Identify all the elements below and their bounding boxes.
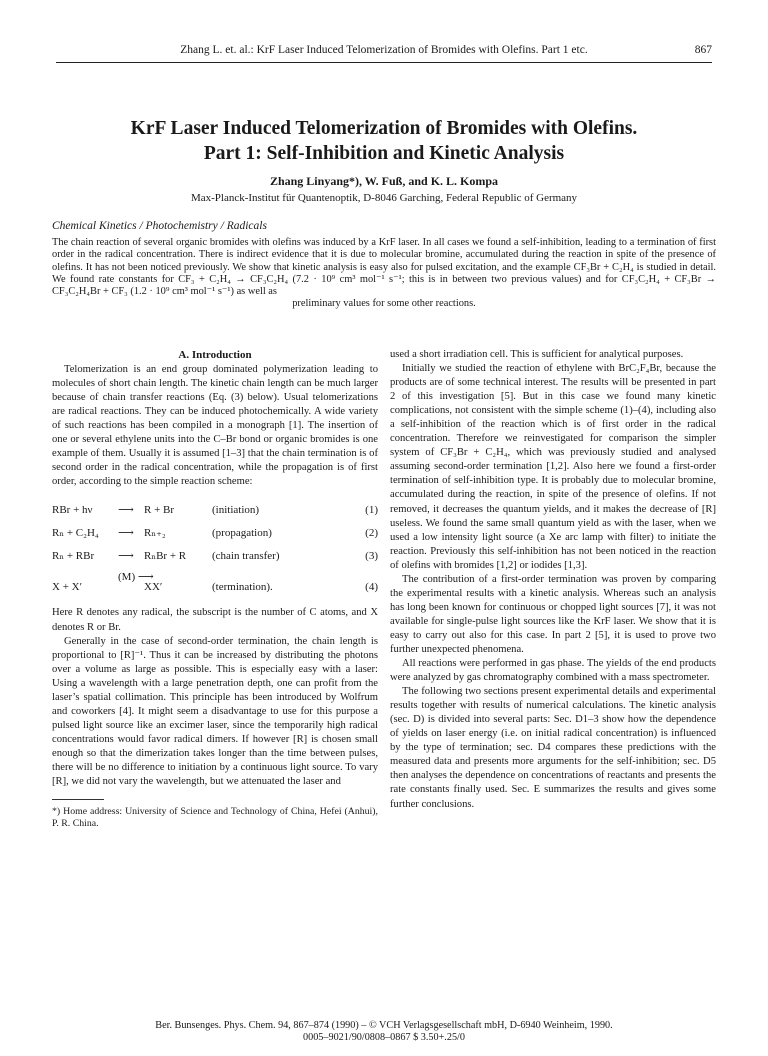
intro-paragraph-3: Generally in the case of second-order termination, the chain length is proportional to [R]⁻¹. Thus it can be increased by distributing the photons over a volume as large as possible. This is especially easy with a laser: Using a wavelength with a large penetration depth, one can profit from the laser’s spatial collimation. This principle has been introduced by Wolfrum and coworkers [4]. It might seem a disadvantage to use for this purpose a pulsed light source like an excimer laser, since the temporarily high radical concentrations would favor radical dimers. If however [R] is chosen small enough so that the dimerization takes longer than the time between pulses, there will be no difference to initiation by a continuous light source. To vary [R], we did not vary the wavelength, but we attenuated the laser and	[52, 635, 378, 788]
right-paragraph-1: Initially we studied the reaction of ethylene with BrC₂F₄Br, because the products are of some technical interest. The results will be presented in part 2 of this investigation [5]. But in this case we found many kinetic complications, not consistent with the simple scheme (1)–(4), including also a self-inhibition of the reaction which is of first order in the radical concentration. Therefore we reinvestigated for comparison the simpler system of CF₃Br + C₂H₄, which was previously studied and analysed assuming second-order termination [1,2]. Also here we found a first-order termination of self-inhibition type. It is probably due to molecular bromine, accumulated during the reaction, in spite of the presence of olefins. If not removed, it decreases the quantum yields, and it makes the decrease of [R] useless. We found the same small quantum yield as with the laser, when we used a low intensity light source (a Xe arc lamp with filter) to initiate the reaction. Previously this self-inhibition has not been noticed in the reaction of olefins with bromides [1,2] or iodides [1,3].	[390, 363, 716, 571]
equation-rhs: Rₙ₊₂	[144, 527, 166, 540]
equation-description: (chain transfer)	[212, 550, 280, 563]
equation-number: (3)	[365, 550, 378, 563]
abstract-last-line: preliminary values for some other reactions.	[292, 298, 476, 310]
footnote-rule	[52, 799, 104, 800]
issn-line: 0005–9021/90/0808–0867 $ 3.50+.25/0	[303, 1032, 465, 1043]
equation-lhs: Rₙ + C₂H₄	[52, 527, 99, 540]
affiliation: Max-Planck-Institut für Quantenoptik, D-8046 Garching, Federal Republic of Germany	[190, 192, 578, 204]
equation-rhs: XX′	[144, 581, 163, 594]
page-footer	[52, 1020, 716, 1044]
abstract	[52, 237, 716, 311]
right-paragraph-3: All reactions were performed in gas phase. The yields of the end products were analyzed by gas chromatography combined with a mass spectrometer.	[390, 658, 716, 684]
intro-paragraph-1: Telomerization is an end group dominated polymerization leading to molecules of short chain length. The kinetic chain length can be much larger because of chain transfer reactions (Eq. (3) below). Usual telomerizations are radical reactions. They can be induced photochemically. A wide variety of such reactions has been compiled in a monograph [1]. The insertion of one or several ethylene units into the C–Br bond or organic bromides is one example of them. Usually it is assumed [1–3] that the chain termination is of second order in the radical concentration, while the propagation is of first order, according to the simple reaction scheme:	[52, 364, 378, 488]
equation-rhs: R + Br	[144, 504, 175, 517]
reaction-scheme	[52, 499, 378, 598]
reaction-arrow: (M) ⟶	[118, 571, 154, 584]
abstract-body: The chain reaction of several organic bromides with olefins was induced by a KrF laser. In all cases we found a self-inhibition, leading to a termination of first order in the radical concentration. There is indirect evidence that it is due to molecular bromine, accumulated during the reaction in spite of the presence of olefins. It has not been noticed previously. We show that kinetic analysis is easy also for pulsed excitation, and the example CF₃Br + C₂H₄ is studied in detail. We found rate constants for CF₃ + C₂H₄ → CF₃C₂H₄ (7.2 · 10⁹ cm³ mol⁻¹ s⁻¹; this is in between two previous values) and for CF₃C₂H₄ + CF₃Br → CF₃C₂H₄Br + CF₃ (1.2 · 10⁹ cm³ mol⁻¹ s⁻¹) as well as	[52, 237, 716, 298]
equation-description: (termination).	[212, 581, 273, 594]
equation-number: (2)	[365, 527, 378, 540]
authors: Zhang Linyang*), W. Fuß, and K. L. Kompa	[269, 174, 499, 188]
equation-1	[52, 499, 378, 522]
equation-description: (propagation)	[212, 527, 272, 540]
equation-lhs: X + X′	[52, 581, 82, 594]
right-paragraph-0: used a short irradiation cell. This is sufficient for analytical purposes.	[390, 349, 684, 360]
right-column	[390, 348, 716, 812]
right-paragraph-4: The following two sections present experimental details and experimental results together with results of numerical calculations. The kinetic analysis (sec. D) is divided into several parts: Sec. D1–3 show how the dependence of yields on laser energy (i.e. on initial radical concentration) is influenced by the type of termination; sec. D4 compares these predictions with the measured data and presents more arguments for the self-inhibition; sec. D5 then analyses the dependence on concentrations of reactants and presents the rate constants finally used. Sec. E summarizes the results and gives some further conclusions.	[390, 686, 716, 810]
equation-number: (4)	[365, 581, 378, 594]
left-column	[52, 348, 378, 830]
equation-description: (initiation)	[212, 504, 260, 517]
equation-2	[52, 522, 378, 545]
reaction-arrow: ⟶	[118, 527, 134, 540]
page-number: 867	[694, 44, 712, 56]
running-head-title: Zhang L. et. al.: KrF Laser Induced Telomerization of Bromides with Olefins. Part 1 etc.	[180, 44, 588, 56]
equation-rhs: RₙBr + R	[144, 550, 187, 563]
title-line-1: KrF Laser Induced Telomerization of Bromides with Olefins.	[130, 118, 638, 139]
reaction-arrow: ⟶	[118, 550, 134, 563]
equation-lhs: RBr + hν	[52, 504, 93, 517]
keywords: Chemical Kinetics / Photochemistry / Radicals	[52, 220, 267, 232]
article-title	[56, 116, 712, 166]
equation-4	[52, 568, 378, 598]
footnote: *) Home address: University of Science and Technology of China, Hefei (Anhui), P. R. China.	[52, 806, 378, 830]
running-head	[56, 40, 712, 63]
citation-line: Ber. Bunsenges. Phys. Chem. 94, 867–874 (1990) – © VCH Verlagsgesellschaft mbH, D-6940 Weinheim, 1990.	[155, 1020, 613, 1031]
equation-lhs: Rₙ + RBr	[52, 550, 95, 563]
right-paragraph-2: The contribution of a first-order termination was proven by comparing the experimental results with a kinetic analysis. Whereas such an analysis has long been known for continuous or chopped light sources [7], it was not available for single-pulse light sources like the KrF laser. We show that it is easy to carry out also for this case. In part 2 [5], it is used to prove two further unexpected phenomena.	[390, 573, 716, 655]
equation-3	[52, 545, 378, 568]
section-heading-introduction: A. Introduction	[178, 349, 252, 361]
equation-number: (1)	[365, 504, 378, 517]
intro-paragraph-2: Here R denotes any radical, the subscript is the number of C atoms, and X denotes R or Br.	[52, 607, 378, 633]
reaction-arrow: ⟶	[118, 504, 134, 517]
title-line-2: Part 1: Self-Inhibition and Kinetic Analysis	[203, 143, 565, 164]
